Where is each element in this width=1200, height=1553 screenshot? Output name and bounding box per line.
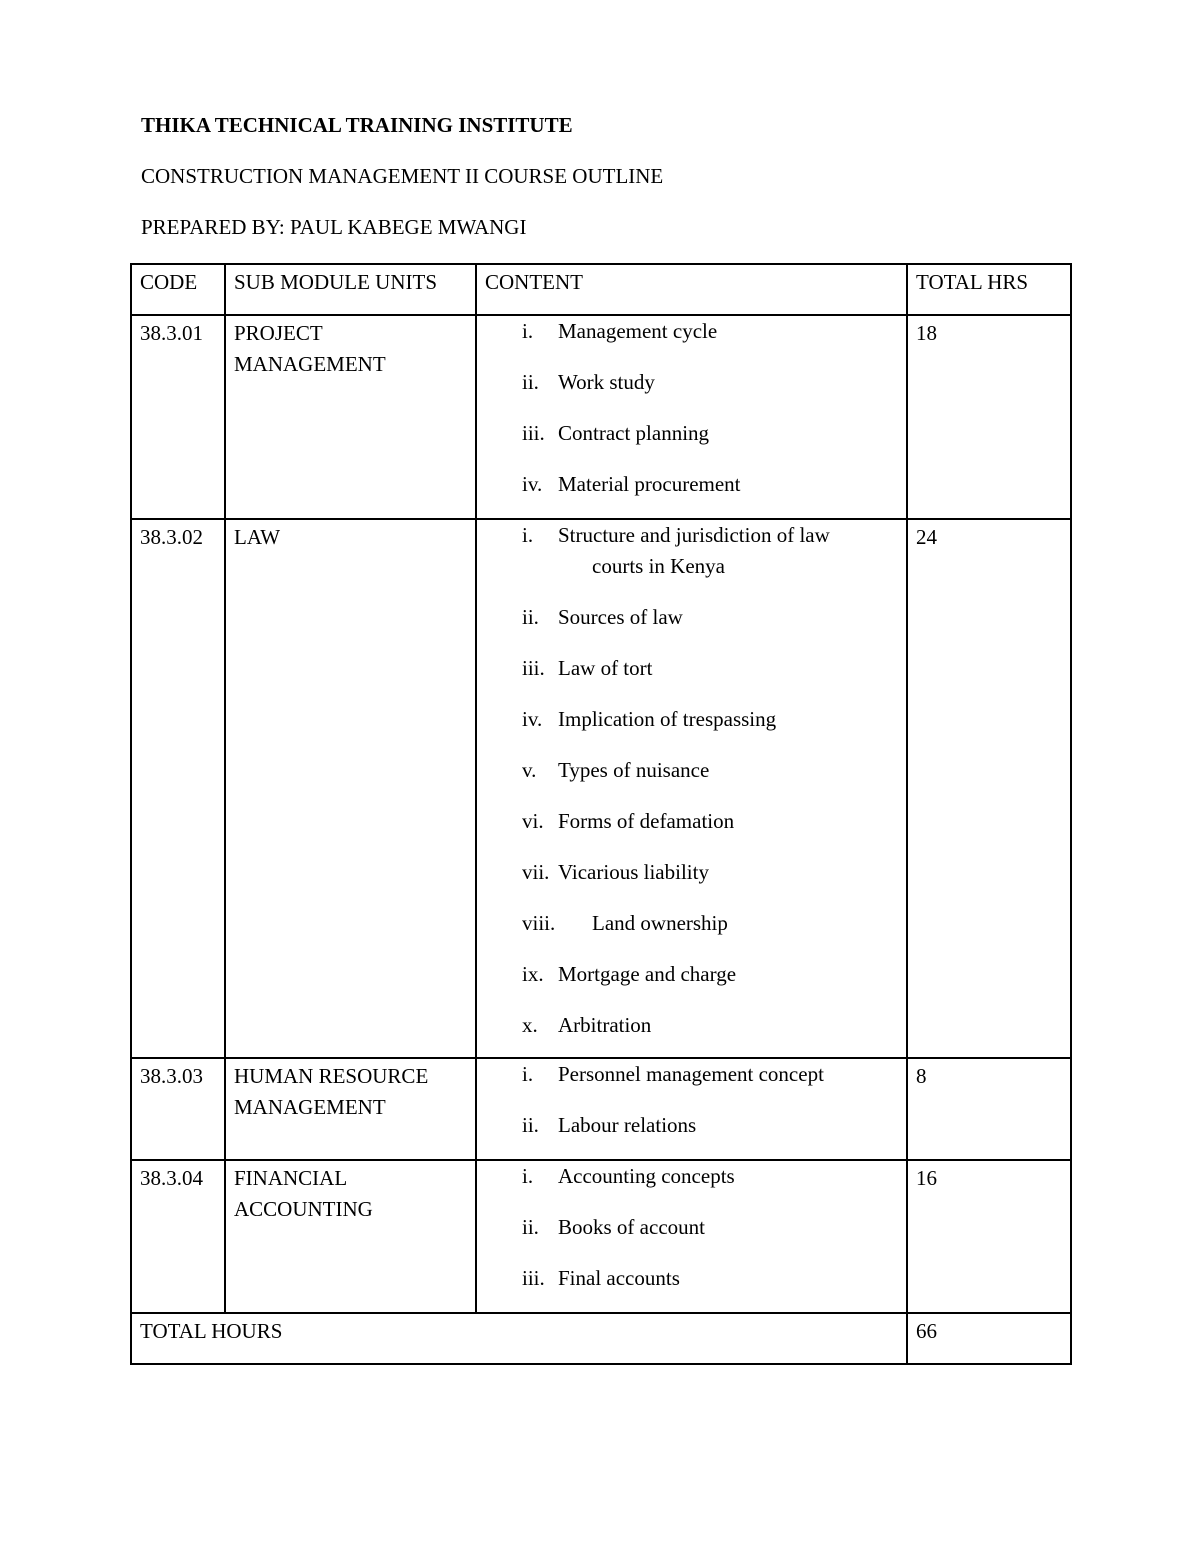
content-list — [485, 1161, 898, 1294]
prepared-by: PREPARED BY: PAUL KABEGE MWANGI — [141, 215, 527, 239]
row-unit: HUMAN RESOURCE MANAGEMENT — [225, 1058, 476, 1160]
table-header-row — [131, 264, 1071, 315]
header-units: SUB MODULE UNITS — [225, 264, 476, 315]
list-item: viii. Land ownership — [522, 911, 728, 935]
list-item: i. Personnel management concept — [522, 1062, 824, 1086]
row-code: 38.3.03 — [131, 1058, 225, 1160]
header-hours: TOTAL HRS — [907, 264, 1071, 315]
list-item: vi. Forms of defamation — [522, 809, 735, 833]
institute-title: THIKA TECHNICAL TRAINING INSTITUTE — [141, 113, 573, 137]
row-content — [476, 315, 907, 519]
list-item-continuation: courts in Kenya — [592, 554, 725, 578]
header-code: CODE — [131, 264, 225, 315]
total-row — [131, 1313, 1071, 1364]
row-unit: PROJECT MANAGEMENT — [225, 315, 476, 519]
row-unit: FINANCIAL ACCOUNTING — [225, 1160, 476, 1313]
table-row — [131, 1160, 1071, 1313]
list-item: iii. Final accounts — [522, 1266, 680, 1290]
list-item: ii. Labour relations — [522, 1113, 697, 1137]
content-list — [485, 520, 898, 1041]
course-outline-table — [130, 263, 1072, 1365]
table-row — [131, 1058, 1071, 1160]
course-title: CONSTRUCTION MANAGEMENT II COURSE OUTLINE — [141, 164, 664, 188]
list-item: v. Types of nuisance — [522, 758, 710, 782]
list-item: ix. Mortgage and charge — [522, 962, 737, 986]
row-hours: 8 — [907, 1058, 1071, 1160]
list-item: iv. Material procurement — [522, 472, 741, 496]
row-content — [476, 1160, 907, 1313]
table-row — [131, 519, 1071, 1058]
row-content — [476, 519, 907, 1058]
total-label-cell: TOTAL HOURS — [131, 1313, 907, 1364]
list-item: x. Arbitration — [522, 1013, 652, 1037]
row-hours: 16 — [907, 1160, 1071, 1313]
header-content: CONTENT — [476, 264, 907, 315]
row-code: 38.3.01 — [131, 315, 225, 519]
row-content — [476, 1058, 907, 1160]
table-row — [131, 315, 1071, 519]
list-item: iii. Contract planning — [522, 421, 710, 445]
list-item: ii. Books of account — [522, 1215, 705, 1239]
list-item: vii. Vicarious liability — [522, 860, 709, 884]
row-unit: LAW — [225, 519, 476, 1058]
total-value-cell: 66 — [907, 1313, 1071, 1364]
list-item: ii. Work study — [522, 370, 655, 394]
row-hours: 24 — [907, 519, 1071, 1058]
content-list — [485, 1059, 898, 1141]
row-hours: 18 — [907, 315, 1071, 519]
list-item: i. Management cycle — [522, 319, 718, 343]
list-item: ii. Sources of law — [522, 605, 683, 629]
list-item: iii. Law of tort — [522, 656, 653, 680]
row-code: 38.3.04 — [131, 1160, 225, 1313]
list-item: i. Accounting concepts — [522, 1164, 735, 1188]
content-list — [485, 316, 898, 500]
list-item: iv. Implication of trespassing — [522, 707, 777, 731]
list-item: i. Structure and jurisdiction of law courts in Kenya — [522, 520, 898, 582]
row-code: 38.3.02 — [131, 519, 225, 1058]
